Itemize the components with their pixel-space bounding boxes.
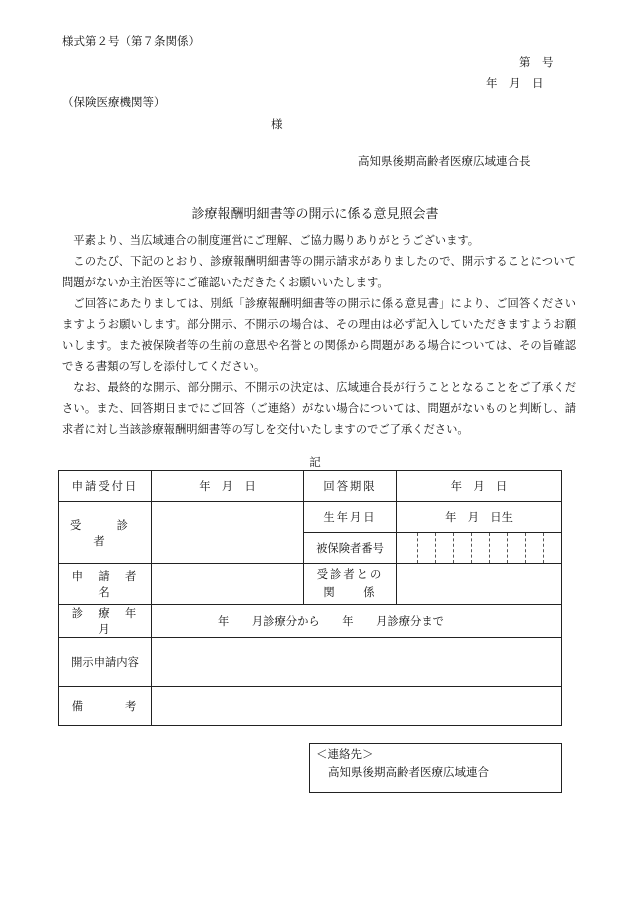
relation-field[interactable] [397, 564, 562, 605]
body-text [62, 230, 576, 440]
paragraph-1: 平素より、当広域連合の制度運営にご理解、ご協力賜りありがとうございます。 [73, 234, 480, 247]
form-number: 様式第２号（第７条関係） [62, 34, 200, 48]
request-table [58, 470, 562, 726]
ki-heading: 記 [309, 455, 321, 469]
patient-label: 受 診 者 [59, 502, 152, 564]
patient-name-field[interactable] [152, 502, 304, 564]
period-value[interactable]: 年 月診療分から 年 月診療分まで [152, 605, 562, 638]
remarks-label: 備 考 [59, 687, 152, 726]
birthdate-value[interactable]: 年 月 日生 [397, 502, 562, 533]
received-date-value[interactable]: 年 月 日 [152, 471, 304, 502]
relation-label-line-2: 関 係 [323, 586, 377, 599]
contact-box [309, 743, 562, 793]
deadline-value[interactable]: 年 月 日 [397, 471, 562, 502]
request-content-label: 開示申請内容 [59, 638, 152, 687]
document-number: 第 号 [519, 55, 554, 69]
table-row [59, 687, 562, 726]
birthdate-label: 生年月日 [304, 502, 397, 533]
table-row [59, 564, 562, 605]
relation-label-line-1: 受診者との [316, 568, 384, 581]
recipient: （保険医療機関等） [62, 95, 166, 109]
table-row [59, 638, 562, 687]
applicant-label: 申 請 者 名 [59, 564, 152, 605]
table-row [59, 502, 562, 533]
paragraph-2: このたび、下記のとおり、診療報酬明細書等の開示請求がありましたので、開示することについて問題がないか主治医等にご確認いただきたくお願いいたします。 [62, 255, 576, 289]
applicant-name-field[interactable] [152, 564, 304, 605]
table-row [59, 605, 562, 638]
paragraph-4: なお、最終的な開示、部分開示、不開示の決定は、広域連合長が行うこととなることをご了承ください。また、回答期日までにご回答（ご連絡）がない場合については、問題がないものと判断し、請求者に対し当該診療報酬明細書等の写しを交付いたしますのでご了承ください。 [62, 381, 576, 436]
contact-organization: 高知県後期高齢者医療広域連合 [328, 765, 489, 779]
honorific: 様 [271, 117, 283, 131]
paragraph-3: ご回答にあたりましては、別紙「診療報酬明細書等の開示に係る意見書」により、ご回答くださいますようお願いします。部分開示、不開示の場合は、その理由は必ず記入していただきますようお願いします。また被保険者等の生前の意思や名誉との関係から問題がある場合については、その旨確認できる書類の写しを添付してください。 [62, 297, 576, 373]
document-title: 診療報酬明細書等の開示に係る意見照会書 [191, 207, 439, 222]
insured-number-field[interactable] [397, 533, 562, 564]
sender: 高知県後期高齢者医療広域連合長 [358, 154, 531, 168]
deadline-label: 回答期限 [304, 471, 397, 502]
contact-label: ＜連絡先＞ [316, 747, 374, 761]
request-content-field[interactable] [152, 638, 562, 687]
document-date: 年 月 日 [486, 76, 544, 90]
period-label: 診 療 年 月 [59, 605, 152, 638]
insured-number-label: 被保険者番号 [304, 533, 397, 564]
table-row [59, 471, 562, 502]
remarks-field[interactable] [152, 687, 562, 726]
received-date-label: 申請受付日 [59, 471, 152, 502]
